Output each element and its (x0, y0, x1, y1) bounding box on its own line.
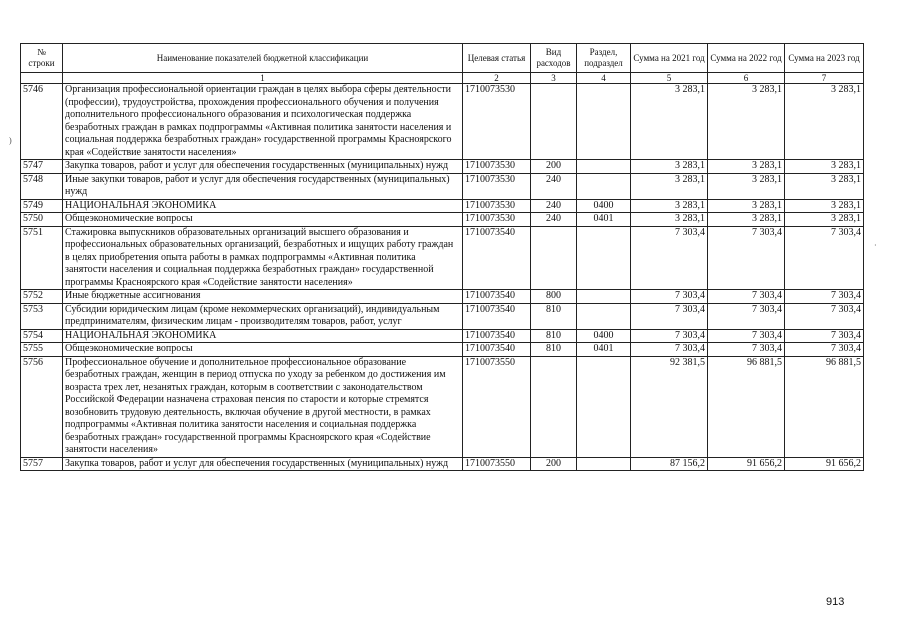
row-sum-2022: 3 283,1 (708, 84, 785, 160)
row-sum-2022: 3 283,1 (708, 213, 785, 227)
row-sum-2022: 7 303,4 (708, 343, 785, 357)
row-sum-2021: 3 283,1 (631, 173, 708, 199)
row-section (577, 160, 631, 174)
row-target: 1710073550 (463, 457, 531, 471)
row-target: 1710073540 (463, 290, 531, 304)
row-sum-2023: 7 303,4 (785, 290, 864, 304)
row-number: 5753 (21, 303, 63, 329)
column-number (21, 73, 63, 84)
budget-table (20, 43, 864, 471)
row-kind: 810 (531, 343, 577, 357)
row-sum-2023: 3 283,1 (785, 213, 864, 227)
header-sum-2021: Сумма на 2021 год (631, 44, 708, 73)
row-sum-2021: 7 303,4 (631, 303, 708, 329)
column-number: 3 (531, 73, 577, 84)
row-sum-2023: 7 303,4 (785, 226, 864, 290)
column-numbers-row (21, 73, 864, 84)
row-target: 1710073530 (463, 199, 531, 213)
row-target: 1710073530 (463, 213, 531, 227)
row-number: 5756 (21, 356, 63, 457)
row-sum-2023: 3 283,1 (785, 84, 864, 160)
row-name: Профессиональное обучение и дополнительное профессиональное образование безработных граждан, женщин в период отпуска по уходу за ребенком до достижения им возраста трех лет, незанятых граждан, которым в соответствии с законодательством Российской Федерации назначена страховая пенсия по старости и которые стремятся возобновить трудовую деятельность, включая обучение в другой местности, в рамках подпрограммы «Активная политика занятости населения и социальная поддержка безработных граждан» государственной программы Красноярского края «Содействие занятости населения» (63, 356, 463, 457)
row-number: 5748 (21, 173, 63, 199)
row-target: 1710073530 (463, 84, 531, 160)
margin-mark: · (874, 241, 877, 250)
row-sum-2021: 3 283,1 (631, 160, 708, 174)
row-name: Общеэкономические вопросы (63, 213, 463, 227)
row-kind (531, 84, 577, 160)
row-sum-2022: 96 881,5 (708, 356, 785, 457)
row-sum-2021: 92 381,5 (631, 356, 708, 457)
row-sum-2021: 7 303,4 (631, 343, 708, 357)
row-number: 5755 (21, 343, 63, 357)
row-name: Закупка товаров, работ и услуг для обеспечения государственных (муниципальных) нужд (63, 457, 463, 471)
header-name: Наименование показателей бюджетной классификации (63, 44, 463, 73)
row-sum-2021: 87 156,2 (631, 457, 708, 471)
row-kind (531, 356, 577, 457)
row-target: 1710073550 (463, 356, 531, 457)
page-number: 913 (826, 596, 845, 608)
row-sum-2023: 91 656,2 (785, 457, 864, 471)
row-target: 1710073540 (463, 226, 531, 290)
row-name: НАЦИОНАЛЬНАЯ ЭКОНОМИКА (63, 199, 463, 213)
column-number: 1 (63, 73, 463, 84)
row-kind: 240 (531, 173, 577, 199)
row-sum-2022: 3 283,1 (708, 160, 785, 174)
column-number: 4 (577, 73, 631, 84)
column-number: 6 (708, 73, 785, 84)
row-kind: 810 (531, 329, 577, 343)
table-row (21, 84, 864, 160)
row-kind (531, 226, 577, 290)
header-section: Раздел, подраздел (577, 44, 631, 73)
row-section (577, 290, 631, 304)
row-sum-2022: 3 283,1 (708, 173, 785, 199)
table-row (21, 303, 864, 329)
row-number: 5749 (21, 199, 63, 213)
row-number: 5747 (21, 160, 63, 174)
row-sum-2021: 3 283,1 (631, 213, 708, 227)
row-section: 0400 (577, 199, 631, 213)
row-section: 0401 (577, 213, 631, 227)
row-section (577, 356, 631, 457)
row-target: 1710073540 (463, 303, 531, 329)
row-number: 5750 (21, 213, 63, 227)
row-kind: 810 (531, 303, 577, 329)
column-number: 5 (631, 73, 708, 84)
header-sum-2022: Сумма на 2022 год (708, 44, 785, 73)
table-row (21, 290, 864, 304)
row-section: 0401 (577, 343, 631, 357)
row-sum-2023: 3 283,1 (785, 199, 864, 213)
header-target: Целевая статья (463, 44, 531, 73)
row-section (577, 173, 631, 199)
column-number: 7 (785, 73, 864, 84)
column-number: 2 (463, 73, 531, 84)
row-sum-2023: 7 303,4 (785, 343, 864, 357)
row-section (577, 226, 631, 290)
row-sum-2023: 3 283,1 (785, 173, 864, 199)
row-kind: 240 (531, 213, 577, 227)
row-sum-2023: 3 283,1 (785, 160, 864, 174)
row-number: 5754 (21, 329, 63, 343)
row-name: Закупка товаров, работ и услуг для обеспечения государственных (муниципальных) нужд (63, 160, 463, 174)
row-number: 5746 (21, 84, 63, 160)
row-name: Иные бюджетные ассигнования (63, 290, 463, 304)
row-sum-2022: 91 656,2 (708, 457, 785, 471)
table-header-row (21, 44, 864, 73)
header-kind: Вид расходов (531, 44, 577, 73)
row-target: 1710073540 (463, 343, 531, 357)
row-number: 5757 (21, 457, 63, 471)
table-row (21, 226, 864, 290)
row-sum-2021: 7 303,4 (631, 329, 708, 343)
row-sum-2022: 7 303,4 (708, 329, 785, 343)
row-name: НАЦИОНАЛЬНАЯ ЭКОНОМИКА (63, 329, 463, 343)
row-target: 1710073530 (463, 173, 531, 199)
table-row (21, 213, 864, 227)
table-row (21, 329, 864, 343)
row-name: Общеэкономические вопросы (63, 343, 463, 357)
row-sum-2021: 3 283,1 (631, 199, 708, 213)
row-number: 5751 (21, 226, 63, 290)
table-row (21, 457, 864, 471)
header-sum-2023: Сумма на 2023 год (785, 44, 864, 73)
row-sum-2021: 7 303,4 (631, 290, 708, 304)
row-kind: 200 (531, 457, 577, 471)
table-row (21, 199, 864, 213)
row-name: Организация профессиональной ориентации граждан в целях выбора сферы деятельности (профессии), трудоустройства, прохождения профессионального обучения и получения дополнительного профессионального образования и психологическая поддержка безработных граждан в рамках подпрограммы «Активная политика занятости населения и социальная поддержка безработных граждан» государственной программы Красноярского края «Содействие занятости населения» (63, 84, 463, 160)
row-target: 1710073530 (463, 160, 531, 174)
row-kind: 240 (531, 199, 577, 213)
row-target: 1710073540 (463, 329, 531, 343)
row-number: 5752 (21, 290, 63, 304)
row-section: 0400 (577, 329, 631, 343)
row-sum-2022: 7 303,4 (708, 290, 785, 304)
table-row (21, 173, 864, 199)
row-sum-2023: 96 881,5 (785, 356, 864, 457)
table-row (21, 343, 864, 357)
row-name: Субсидии юридическим лицам (кроме некоммерческих организаций), индивидуальным предпринимателям, физическим лицам - производителям товаров, работ, услуг (63, 303, 463, 329)
margin-mark: ) (9, 136, 12, 145)
row-sum-2021: 7 303,4 (631, 226, 708, 290)
row-kind: 800 (531, 290, 577, 304)
table-row (21, 160, 864, 174)
row-name: Стажировка выпускников образовательных организаций высшего образования и профессиональных образовательных организаций, безработных и ищущих работу граждан в целях приобретения опыта работы в рамках подпрограммы «Активная политика занятости населения и социальная поддержка безработных граждан» государственной программы Красноярского края «Содействие занятости населения» (63, 226, 463, 290)
row-sum-2022: 3 283,1 (708, 199, 785, 213)
row-section (577, 457, 631, 471)
row-section (577, 303, 631, 329)
table-row (21, 356, 864, 457)
row-sum-2021: 3 283,1 (631, 84, 708, 160)
row-name: Иные закупки товаров, работ и услуг для обеспечения государственных (муниципальных) нужд (63, 173, 463, 199)
header-row-no: № строки (21, 44, 63, 73)
row-sum-2023: 7 303,4 (785, 329, 864, 343)
row-section (577, 84, 631, 160)
row-sum-2022: 7 303,4 (708, 303, 785, 329)
row-kind: 200 (531, 160, 577, 174)
row-sum-2022: 7 303,4 (708, 226, 785, 290)
row-sum-2023: 7 303,4 (785, 303, 864, 329)
